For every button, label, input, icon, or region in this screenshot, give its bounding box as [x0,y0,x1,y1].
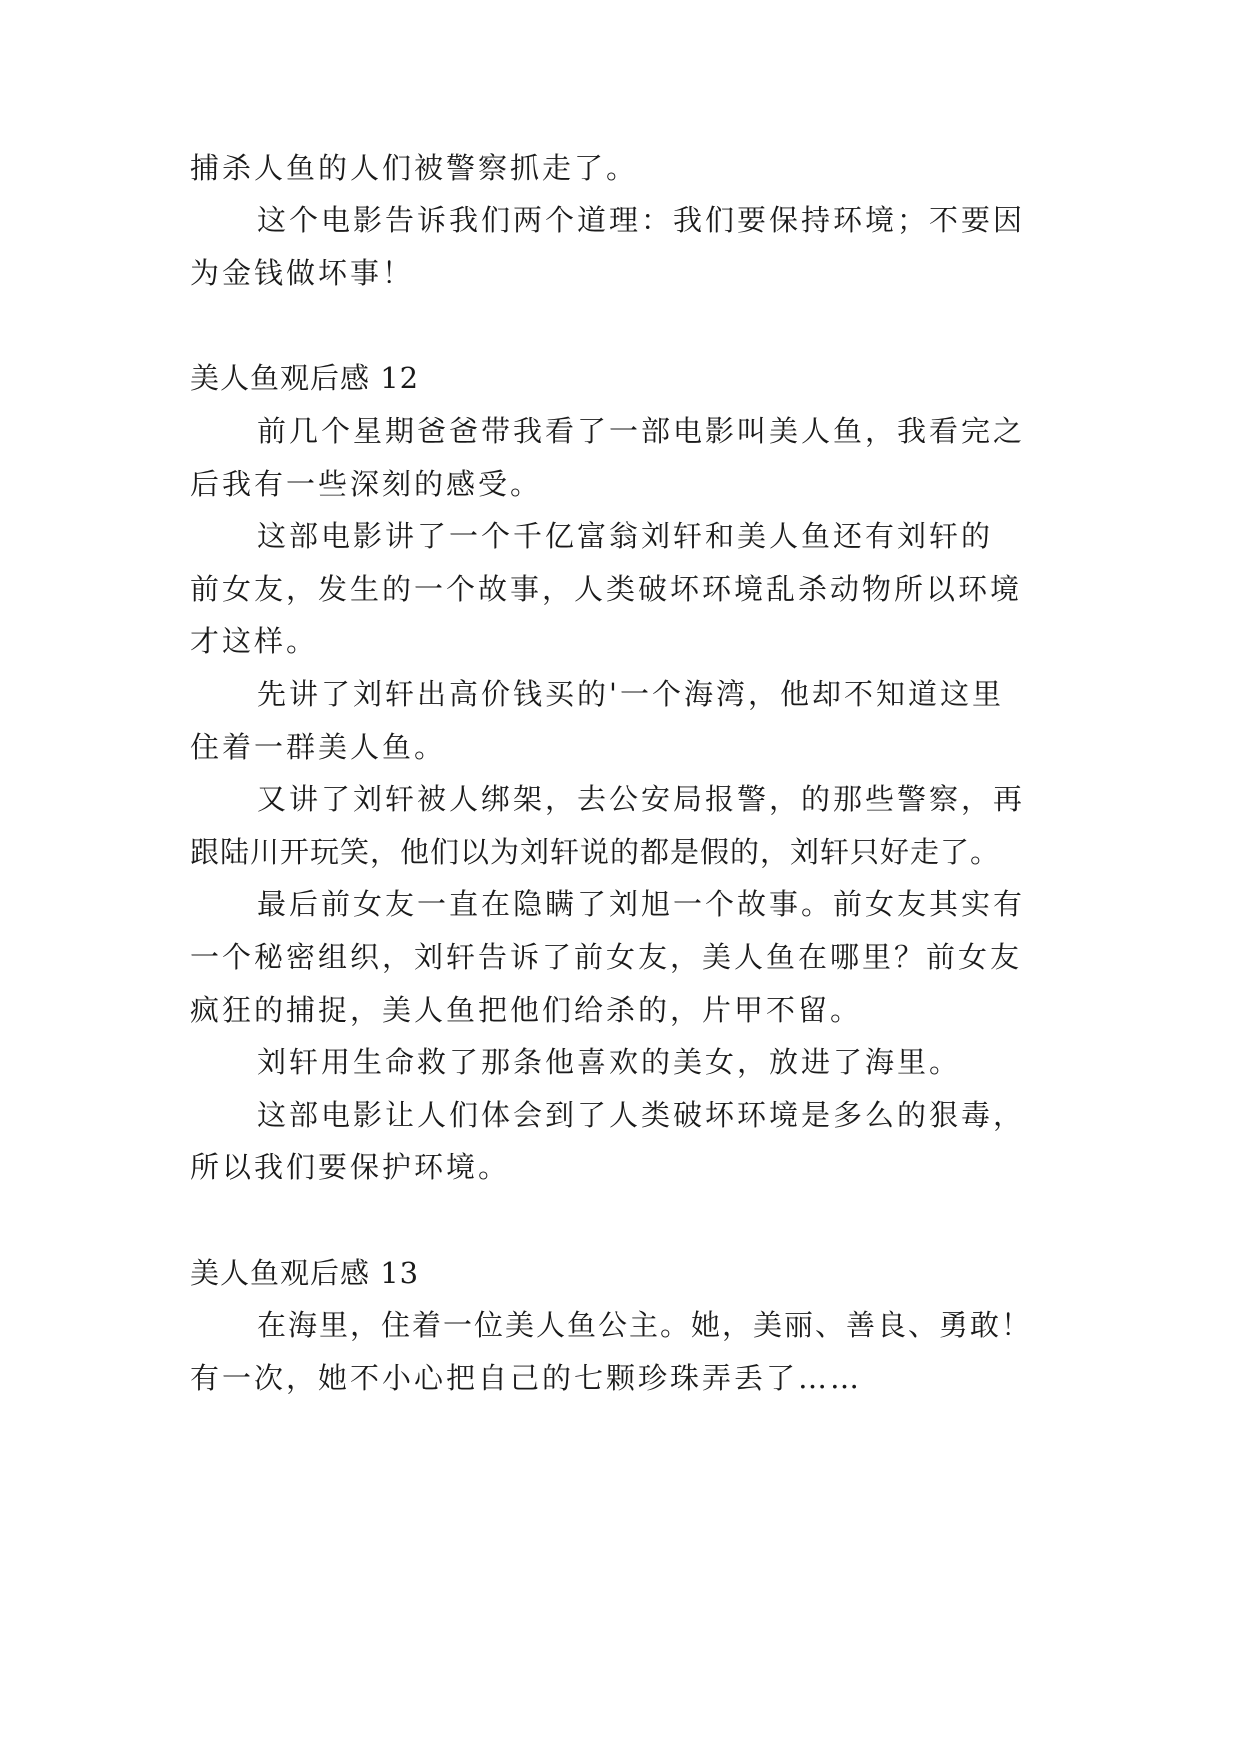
essay-title: 美人鱼观后感 13 [190,1256,420,1290]
paragraph-line: 才这样。 [190,624,319,658]
paragraph-line: 跟陆川开玩笑，他们以为刘轩说的都是假的，刘轩只好走了。 [190,835,1001,869]
paragraph-line: 住着一群美人鱼。 [190,730,447,764]
paragraph-line: 捕杀人鱼的人们被警察抓走了。 [190,151,639,185]
paragraph-line: 后我有一些深刻的感受。 [190,467,543,501]
paragraph-line: 所以我们要保护环境。 [190,1150,511,1184]
paragraph-line: 这部电影让人们体会到了人类破坏环境是多么的狠毒， [257,1098,1026,1132]
paragraph-line: 有一次，她不小心把自己的七颗珍珠弄丢了…… [190,1361,863,1395]
paragraph-line: 这部电影讲了一个千亿富翁刘轩和美人鱼还有刘轩的 [257,519,994,553]
paragraph-line: 前女友，发生的一个故事，人类破坏环境乱杀动物所以环境 [190,572,1023,606]
paragraph-line: 一个秘密组织，刘轩告诉了前女友，美人鱼在哪里？前女友 [190,940,1023,974]
essay-title: 美人鱼观后感 12 [190,361,420,395]
paragraph-line: 这个电影告诉我们两个道理：我们要保持环境；不要因 [257,203,1026,237]
paragraph-line: 先讲了刘轩出高价钱买的'一个海湾，他却不知道这里 [257,677,1004,711]
paragraph-line: 在海里，住着一位美人鱼公主。她，美丽、善良、勇敢！ [257,1308,1033,1342]
paragraph-line: 最后前女友一直在隐瞒了刘旭一个故事。前女友其实有 [257,887,1026,921]
paragraph-line: 又讲了刘轩被人绑架，去公安局报警，的那些警察，再 [257,782,1026,816]
paragraph-line: 刘轩用生命救了那条他喜欢的美女，放进了海里。 [257,1045,962,1079]
paragraph-line: 疯狂的捕捉，美人鱼把他们给杀的，片甲不留。 [190,993,863,1027]
paragraph-line: 为金钱做坏事！ [190,256,415,290]
paragraph-line: 前几个星期爸爸带我看了一部电影叫美人鱼，我看完之 [257,414,1026,448]
